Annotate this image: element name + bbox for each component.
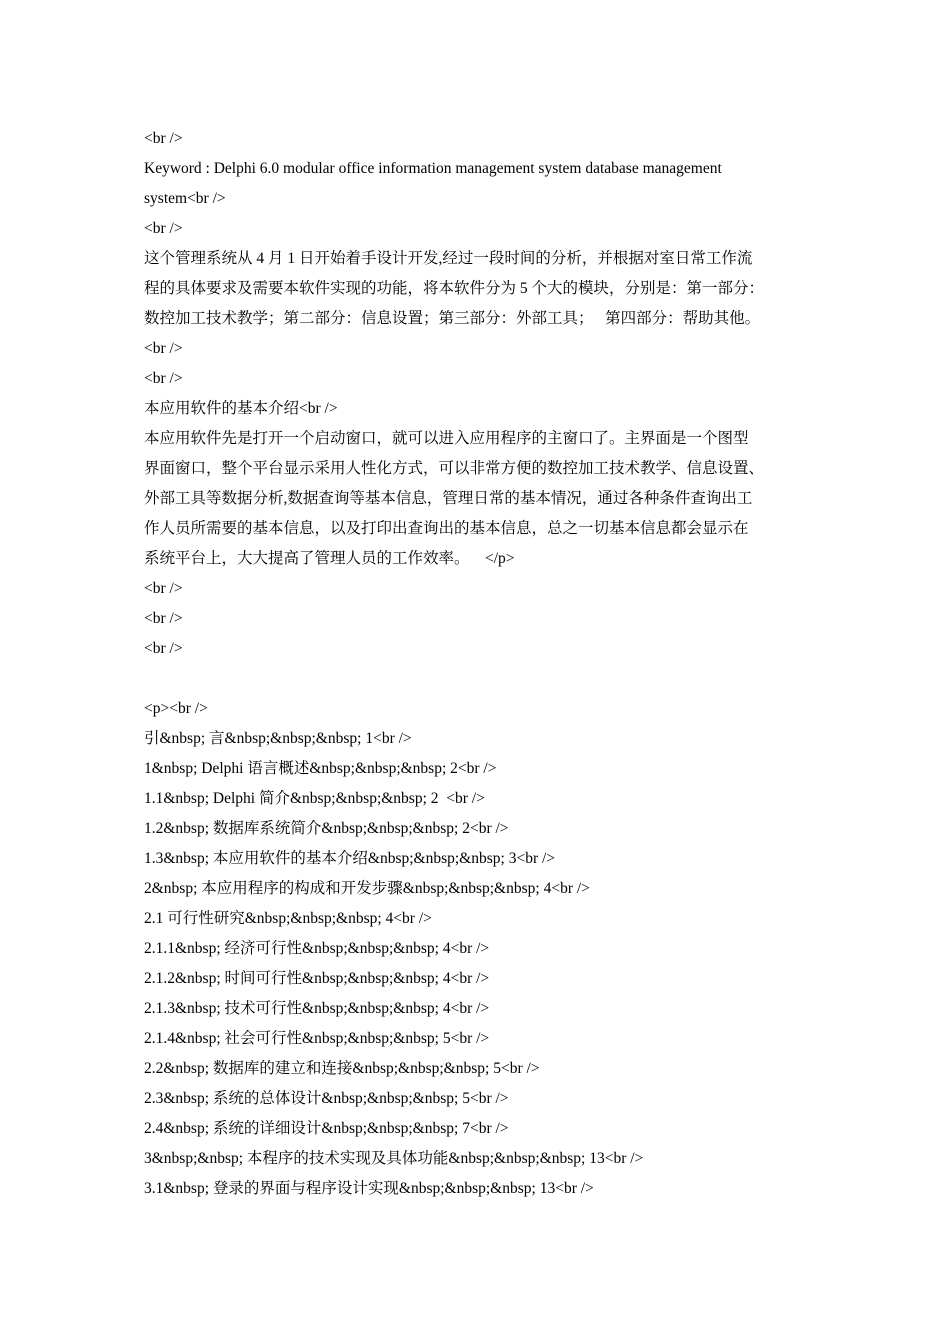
section-heading: 本应用软件的基本介绍<br />: [144, 400, 338, 417]
document-body: [144, 124, 809, 1204]
body-line: <br />: [144, 610, 183, 627]
toc-line: 2.2&nbsp; 数据库的建立和连接&nbsp;&nbsp;&nbsp; 5<br />: [144, 1060, 540, 1077]
toc-line: 2.1.2&nbsp; 时间可行性&nbsp;&nbsp;&nbsp; 4<br />: [144, 970, 490, 987]
paragraph-line: 作人员所需要的基本信息，以及打印出查询出的基本信息，总之一切基本信息都会显示在: [144, 520, 749, 537]
blank-line: [144, 664, 809, 694]
body-line: <br />: [144, 220, 183, 237]
paragraph-line: 这个管理系统从 4 月 1 日开始着手设计开发,经过一段时间的分析，并根据对室日常工作流: [144, 250, 753, 267]
toc-line: <p><br />: [144, 700, 208, 717]
paragraph-line: 系统平台上，大大提高了管理人员的工作效率。 </p>: [144, 550, 515, 567]
toc-line: 1&nbsp; Delphi 语言概述&nbsp;&nbsp;&nbsp; 2<br />: [144, 760, 497, 777]
body-line: <br />: [144, 370, 183, 387]
paragraph-line: 外部工具等数据分析,数据查询等基本信息，管理日常的基本情况，通过各种条件查询出工: [144, 490, 753, 507]
keyword-line: Keyword : Delphi 6.0 modular office information management system database management: [144, 160, 722, 177]
toc-line: 2.1 可行性研究&nbsp;&nbsp;&nbsp; 4<br />: [144, 910, 432, 927]
toc-line: 1.3&nbsp; 本应用软件的基本介绍&nbsp;&nbsp;&nbsp; 3<br />: [144, 850, 556, 867]
toc-line: 引&nbsp; 言&nbsp;&nbsp;&nbsp; 1<br />: [144, 730, 412, 747]
toc-line: 1.1&nbsp; Delphi 简介&nbsp;&nbsp;&nbsp; 2 <br />: [144, 790, 485, 807]
toc-line: 3&nbsp;&nbsp; 本程序的技术实现及具体功能&nbsp;&nbsp;&nbsp; 13<br />: [144, 1150, 644, 1167]
toc-line: 2&nbsp; 本应用程序的构成和开发步骤&nbsp;&nbsp;&nbsp; 4<br />: [144, 880, 590, 897]
paragraph-line: 数控加工技术教学；第二部分：信息设置；第三部分：外部工具； 第四部分：帮助其他。: [144, 310, 761, 327]
paragraph-line: 界面窗口，整个平台显示采用人性化方式，可以非常方便的数控加工技术教学、信息设置、: [144, 460, 765, 477]
toc-line: 2.1.3&nbsp; 技术可行性&nbsp;&nbsp;&nbsp; 4<br />: [144, 1000, 490, 1017]
body-line: <br />: [144, 580, 183, 597]
toc-line: 1.2&nbsp; 数据库系统简介&nbsp;&nbsp;&nbsp; 2<br />: [144, 820, 509, 837]
toc-line: 2.1.4&nbsp; 社会可行性&nbsp;&nbsp;&nbsp; 5<br />: [144, 1030, 490, 1047]
body-line: <br />: [144, 130, 183, 147]
paragraph-line: 程的具体要求及需要本软件实现的功能，将本软件分为 5 个大的模块，分别是：第一部分：: [144, 280, 765, 297]
toc-line: 2.3&nbsp; 系统的总体设计&nbsp;&nbsp;&nbsp; 5<br />: [144, 1090, 509, 1107]
body-line: <br />: [144, 640, 183, 657]
keyword-line-continued: system<br />: [144, 190, 226, 207]
toc-line: 3.1&nbsp; 登录的界面与程序设计实现&nbsp;&nbsp;&nbsp; 13<br />: [144, 1180, 594, 1197]
toc-line: 2.4&nbsp; 系统的详细设计&nbsp;&nbsp;&nbsp; 7<br />: [144, 1120, 509, 1137]
body-line: <br />: [144, 340, 183, 357]
toc-line: 2.1.1&nbsp; 经济可行性&nbsp;&nbsp;&nbsp; 4<br />: [144, 940, 490, 957]
paragraph-line: 本应用软件先是打开一个启动窗口，就可以进入应用程序的主窗口了。主界面是一个图型: [144, 430, 749, 447]
